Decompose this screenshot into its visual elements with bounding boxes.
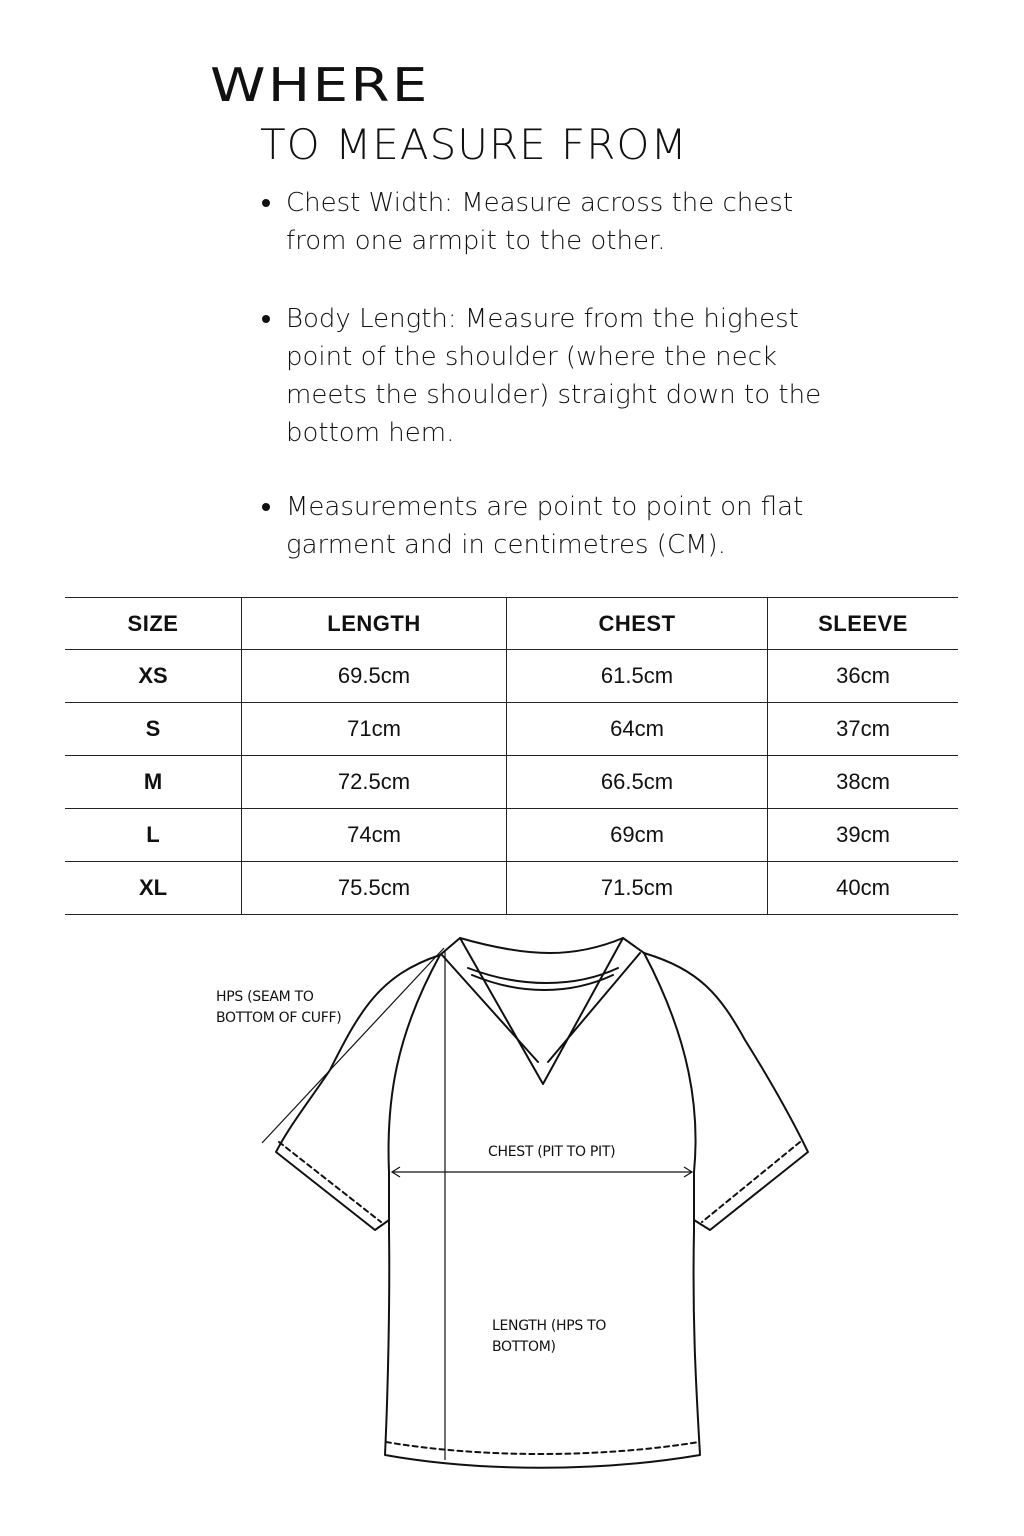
length-cell: 75.5cm [242,862,507,915]
sleeve-cell: 40cm [768,862,959,915]
chest-measure-label: CHEST (PIT TO PIT) [488,1144,616,1160]
tshirt-neck-band [442,953,640,1062]
chest-cell: 61.5cm [507,650,768,703]
table-row [65,862,958,915]
length-cell: 69.5cm [242,650,507,703]
length-cell: 74cm [242,809,507,862]
tshirt-sleeve-cuff-right [702,1142,800,1222]
size-cell: S [65,703,242,756]
size-cell: L [65,809,242,862]
tshirt-sleeve-cuff-left [279,1142,381,1222]
header-sleeve: SLEEVE [768,598,959,650]
sleeve-measure-label: HPS (SEAM TO BOTTOM OF CUFF) [216,989,342,1026]
header-length: LENGTH [242,598,507,650]
table-row [65,809,958,862]
sleeve-measure-line [262,948,444,1143]
length-cell: 71cm [242,703,507,756]
tshirt-neck-v [460,938,623,1084]
table-row [65,756,958,809]
table-row [65,703,958,756]
tshirt-back-neck-inner [472,975,613,990]
tshirt-back-neck [468,968,618,983]
sleeve-cell: 39cm [768,809,959,862]
size-chart-table [65,597,958,915]
length-cell: 72.5cm [242,756,507,809]
size-cell: XS [65,650,242,703]
instruction-body-length: Body Length: Measure from the highest point of the shoulder (where the neck meets the shoulder) straight down to the bottom hem. [286,300,846,452]
chest-cell: 71.5cm [507,862,768,915]
table-header-row [65,598,958,650]
instruction-measurement-note: Measurements are point to point on flat garment and in centimetres (CM). [286,488,846,564]
header-chest: CHEST [507,598,768,650]
size-cell: M [65,756,242,809]
tshirt-right-sleeve [644,953,808,1230]
tshirt-body-outline [385,938,700,1468]
sleeve-cell: 38cm [768,756,959,809]
length-measure-label: LENGTH (HPS TO BOTTOM) [492,1318,607,1355]
chest-cell: 64cm [507,703,768,756]
header-size: SIZE [65,598,242,650]
instruction-chest-width: Chest Width: Measure across the chest from one armpit to the other. [286,184,846,260]
chest-cell: 66.5cm [507,756,768,809]
sleeve-cell: 36cm [768,650,959,703]
measurement-instructions [286,184,846,564]
page-title: WHERE [210,58,430,112]
table-row [65,650,958,703]
page-subtitle: TO MEASURE FROM [260,120,688,169]
size-cell: XL [65,862,242,915]
tshirt-bottom-hem [386,1442,699,1454]
chest-cell: 69cm [507,809,768,862]
sleeve-cell: 37cm [768,703,959,756]
